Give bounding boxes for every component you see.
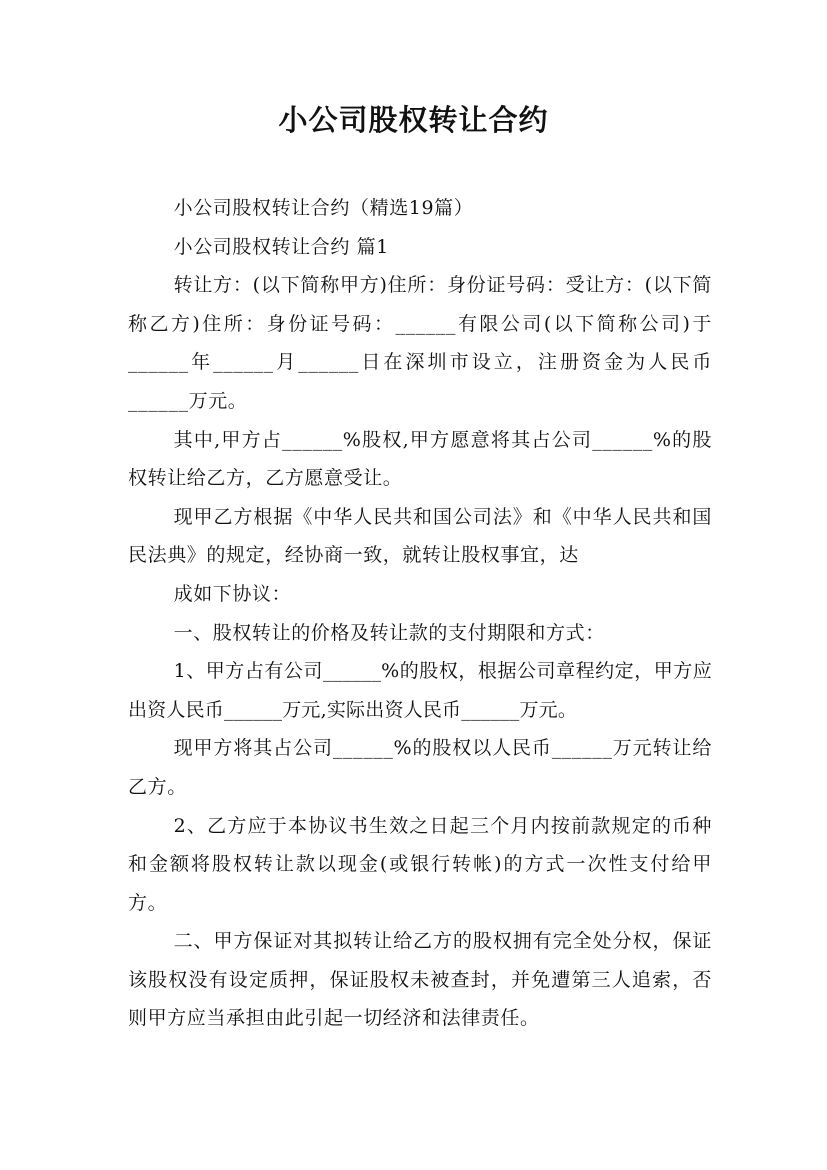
document-title: 小公司股权转让合约 — [278, 103, 549, 137]
paragraph-shareholding: 其中,甲方占______%股权,甲方愿意将其占公司______%的股权转让给乙方，乙方愿意受让。 — [128, 428, 712, 490]
paragraph-parties: 转让方：(以下简称甲方)住所：身份证号码：受让方：(以下简称乙方)住所：身份证号码：______有限公司(以下简称公司)于______年______月______日在深圳市设立，注册资金为人民币______万元。 — [128, 274, 712, 412]
paragraph-legal-basis: 现甲乙方根据《中华人民共和国公司法》和《中华人民共和国民法典》的规定，经协商一致，就转让股权事宜，达 — [128, 505, 712, 567]
paragraph-clause-2: 2、乙方应于本协议书生效之日起三个月内按前款规定的币种和金额将股权转让款以现金(或银行转帐)的方式一次性支付给甲方。 — [128, 814, 712, 914]
paragraph-clause-1: 1、甲方占有公司______%的股权，根据公司章程约定，甲方应出资人民币______万元,实际出资人民币______万元。 — [128, 660, 712, 721]
document-body — [128, 189, 712, 1038]
paragraph-article-heading: 小公司股权转让合约 篇1 — [173, 235, 389, 258]
paragraph-section-two: 二、甲方保证对其拟转让给乙方的股权拥有完全处分权，保证该股权没有设定质押，保证股权未被查封，并免遭第三人追索，否则甲方应当承担由此引起一切经济和法律责任。 — [128, 930, 712, 1030]
paragraph-agreement-intro: 成如下协议： — [173, 582, 292, 605]
paragraph-section-one-heading: 一、股权转让的价格及转让款的支付期限和方式： — [173, 621, 605, 644]
paragraph-collection-title: 小公司股权转让合约（精选19篇） — [173, 197, 474, 219]
paragraph-transfer-price: 现甲方将其占公司______%的股权以人民币______万元转让给乙方。 — [128, 737, 712, 798]
